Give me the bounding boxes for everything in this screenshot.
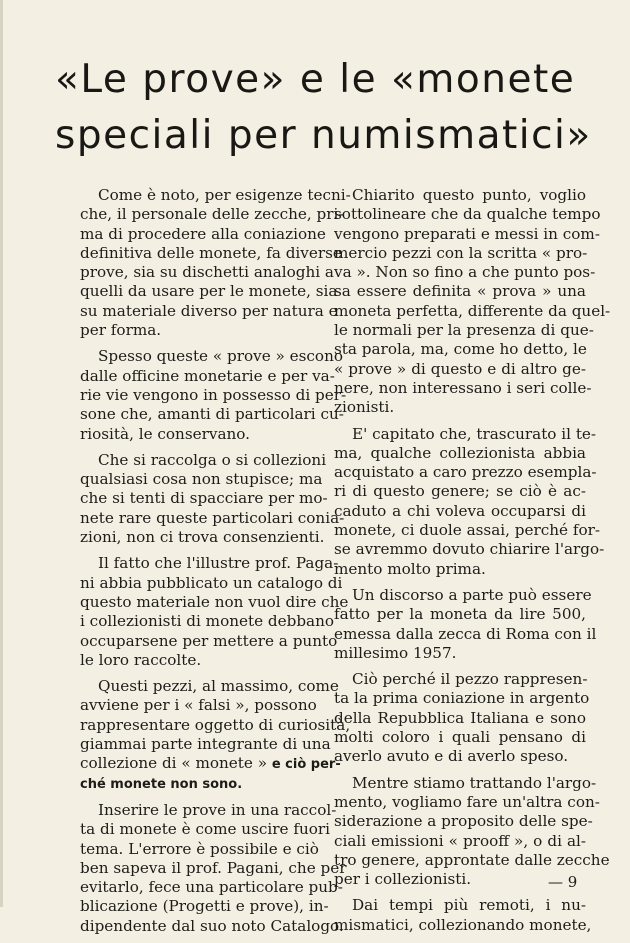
text-line: rie vie vengono in possesso di per- (80, 385, 347, 404)
text-line: questo materiale non vuol dire che (80, 592, 349, 611)
text-line: ma, qualche collezionista abbia (334, 443, 586, 462)
paragraph (80, 800, 347, 936)
bold-text-run: e ciò per- (271, 757, 341, 773)
text-line: emessa dalla zecca di Roma con il (334, 624, 597, 643)
text-line: « prove » di questo e di altro ge- (334, 359, 586, 378)
text-line: sta parola, ma, come ho detto, le (334, 340, 587, 359)
text-line: ma di procedere alla coniazione (80, 224, 326, 243)
text-line: dipendente dal suo noto Catalogo. (80, 916, 344, 935)
text-line: Come è noto, per esigenze tecni- (98, 186, 351, 204)
bold-text-line: ché monete non sono. (80, 776, 243, 792)
text-line: Spesso queste « prove » escono (98, 347, 343, 366)
text-line: tema. L'errore è possibile e ciò (80, 839, 319, 858)
text-line: monete, ci duole assai, perché for- (334, 521, 601, 540)
text-line: definitiva delle monete, fa diverse (80, 243, 342, 262)
text-line: Chiarito questo punto, voglio (352, 186, 586, 204)
text-line: mento, vogliamo fare un'altra con- (334, 792, 600, 811)
text-line: sone che, amanti di particolari cu- (80, 405, 344, 424)
text-line: millesimo 1957. (334, 643, 457, 662)
text-line: fatto per la moneta da lire 500, (334, 605, 586, 624)
text-line: su materiale diverso per natura e (80, 301, 338, 320)
text-line: mercio pezzi con la scritta « pro- (334, 243, 588, 262)
text-line: prove, sia su dischetti analoghi a (80, 263, 334, 282)
text-line: E' capitato che, trascurato il te- (352, 424, 597, 443)
right-text-column (334, 186, 611, 942)
text-line: le loro raccolte. (80, 650, 202, 669)
text-line: della Repubblica Italiana e sono (334, 708, 586, 727)
paragraph (334, 670, 590, 766)
text-line: caduto a chi voleva occuparsi di (334, 501, 586, 520)
paragraph (80, 347, 347, 443)
paragraph (334, 186, 611, 418)
paragraph (80, 554, 349, 670)
text-line: che, il personale delle zecche, pri- (80, 205, 344, 224)
text-line: Inserire le prove in una raccol- (98, 800, 337, 819)
text-line: Che si raccolga o si collezioni (98, 450, 327, 469)
text-line: Questi pezzi, al massimo, come (98, 677, 339, 696)
title-line-2: speciali per numismatici» (55, 113, 592, 158)
text-line: Ciò perché il pezzo rappresen- (352, 670, 588, 689)
text-line: averlo avuto e di averlo speso. (334, 747, 569, 766)
text-line: ben sapeva il prof. Pagani, che per (80, 858, 347, 877)
paragraph (80, 186, 351, 340)
text-line: ta la prima coniazione in argento (334, 689, 590, 708)
left-text-column (80, 186, 351, 943)
text-line: mento molto prima. (334, 559, 486, 578)
text-line: qualsiasi cosa non stupisce; ma (80, 470, 323, 489)
text-line: blicazione (Progetti e prove), in- (80, 897, 329, 916)
text-line: i collezionisti di monete debbano (80, 612, 335, 631)
text-line: tro genere, approntate dalle zecche (334, 850, 610, 869)
text-line: evitarlo, fece una particolare pub- (80, 878, 343, 897)
text-line (80, 754, 341, 774)
text-line: mismatici, collezionando monete, (334, 915, 592, 934)
title-line-1: «Le prove» e le «monete (55, 57, 576, 102)
text-line: zionisti. (334, 398, 395, 417)
text-line: occuparsene per mettere a punto (80, 631, 338, 650)
paragraph (334, 424, 605, 579)
paragraph (80, 450, 345, 547)
text-line: siderazione a proposito delle spe- (334, 812, 593, 831)
text-line: ri di questo genere; se ciò è ac- (334, 482, 586, 501)
page-edge-shadow (0, 0, 3, 907)
paragraph (80, 677, 351, 794)
article-title (55, 52, 615, 164)
text-line: zioni, non ci trova consenzienti. (80, 528, 325, 547)
text-line: ciali emissioni « prooff », o di al- (334, 831, 586, 850)
text-line: dalle officine monetarie e per va- (80, 366, 335, 385)
text-line: ni abbia pubblicato un catalogo di (80, 573, 343, 592)
text-line: Un discorso a parte può essere (352, 585, 592, 604)
text-line: se avremmo dovuto chiarire l'argo- (334, 540, 605, 559)
text-line: Mentre stiamo trattando l'argo- (352, 773, 597, 792)
text-line: nete rare queste particolari conia- (80, 508, 345, 527)
text-run: collezione di « monete » (80, 754, 272, 773)
text-line: che si tenti di spacciare per mo- (80, 489, 328, 508)
page-number: — 9 (548, 873, 578, 891)
text-line: per forma. (80, 321, 162, 340)
text-line: nere, non interessano i seri colle- (334, 378, 592, 397)
text-line: rappresentare oggetto di curiosità, (80, 715, 351, 734)
text-line: Il fatto che l'illustre prof. Paga- (98, 554, 339, 573)
paragraph (334, 896, 592, 935)
text-line: acquistato a caro prezzo esempla- (334, 463, 597, 482)
text-line: vengono preparati e messi in com- (334, 224, 600, 243)
text-line: giammai parte integrante di una (80, 735, 331, 754)
text-line: va ». Non so fino a che punto pos- (334, 263, 596, 282)
text-line: molti coloro i quali pensano di (334, 728, 586, 747)
text-line: avviene per i « falsi », possono (80, 696, 317, 715)
text-line: riosità, le conservano. (80, 424, 250, 443)
text-line: per i collezionisti. (334, 870, 472, 889)
text-line: sottolineare che da qualche tempo (334, 205, 601, 224)
text-line: quelli da usare per le monete, sia (80, 282, 338, 301)
paragraph (334, 585, 597, 663)
text-line: le normali per la presenza di que- (334, 321, 594, 340)
text-line: sa essere definita « prova » una (334, 282, 586, 301)
text-line: moneta perfetta, differente da quel- (334, 301, 611, 320)
text-line: ta di monete è come uscire fuori (80, 820, 330, 839)
text-line: Dai tempi più remoti, i nu- (352, 896, 586, 915)
